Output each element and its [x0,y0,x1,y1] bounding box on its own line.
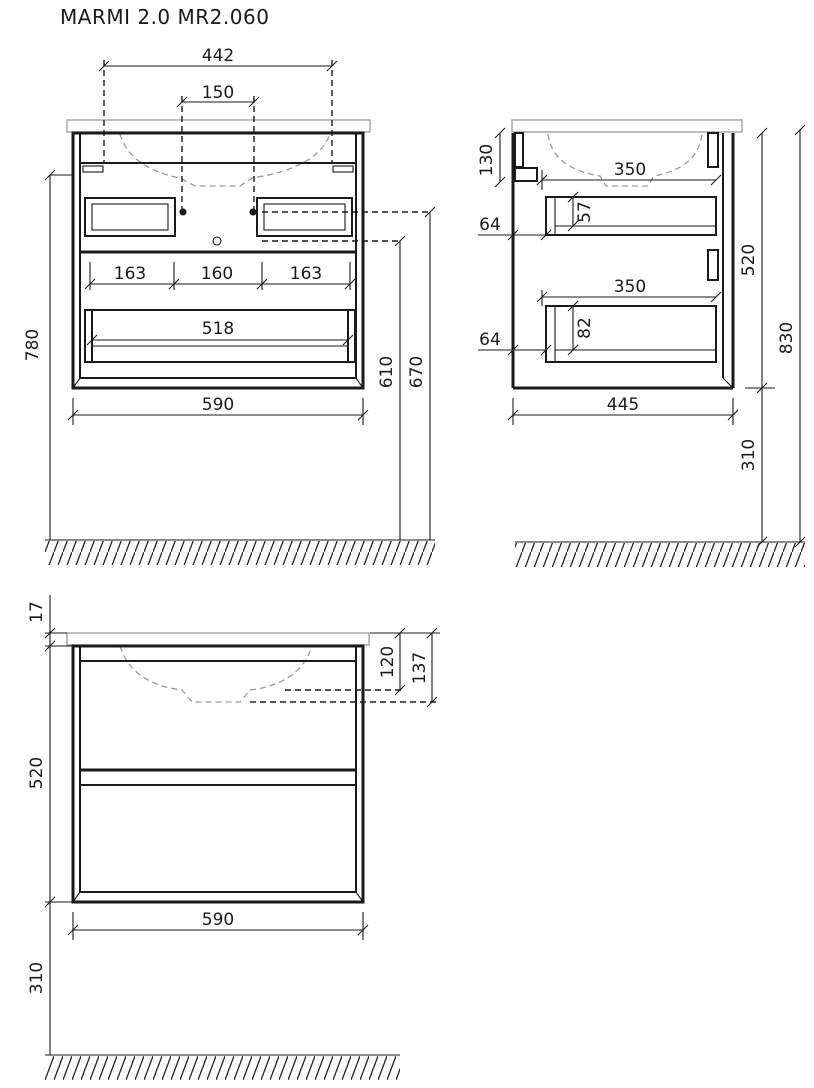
dim-h120: 120 [378,645,398,679]
dim-basin-width: 442 [201,46,235,66]
dim-width: 590 [201,395,235,415]
dim-h17: 17 [27,601,47,623]
dim-h310-bottom: 310 [27,961,47,995]
dim-h130: 130 [477,143,497,177]
dim-depth-445: 445 [606,395,640,415]
dim-h137: 137 [410,651,430,685]
side-upper-drawer [546,197,716,235]
dim-h57: 57 [575,201,595,223]
dim-depth-350-bottom: 350 [613,277,647,297]
drain-hole [213,237,221,245]
dim-height-total: 780 [23,328,43,362]
dim-height-670: 670 [407,355,427,389]
side-lower-drawer [546,306,716,362]
dim-drawer-2: 160 [200,264,234,284]
drawing-title: MARMI 2.0 MR2.060 [60,5,270,29]
front-view [23,46,435,565]
dim-height-610: 610 [377,355,397,389]
dim-inner-width: 518 [201,319,235,339]
basin-outline [120,134,330,186]
dim-offset-64-bottom: 64 [479,330,501,350]
side-floor-hatch [515,543,805,567]
dim-depth-350-top: 350 [613,160,647,180]
dim-h520-bottom: 520 [27,756,47,790]
cabinet-frame [73,133,363,388]
dim-drawer-1: 163 [113,264,147,284]
countertop-outline [67,120,370,132]
bottom-floor-hatch [45,1056,400,1080]
dim-offset-64-top: 64 [479,215,501,235]
floor-hatch [45,541,435,565]
dim-drawer-3: 163 [289,264,323,284]
dim-h82: 82 [575,317,595,339]
bottom-view [27,595,440,1080]
dim-pipe-spacing: 150 [201,83,235,103]
bottom-cabinet-frame [73,646,363,902]
dim-h830: 830 [777,321,797,355]
dim-h520: 520 [739,243,759,277]
dim-width-bottom: 590 [201,910,235,930]
side-view [477,120,805,567]
dim-h310-side: 310 [739,438,759,472]
